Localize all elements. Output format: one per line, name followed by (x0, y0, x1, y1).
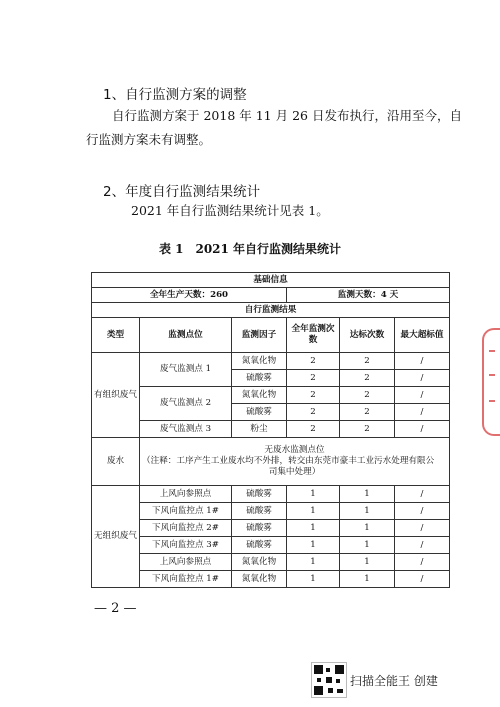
seal-mark (489, 400, 495, 402)
header-compliant: 达标次数 (340, 318, 395, 353)
monitoring-factor: 硫酸雾 (232, 503, 287, 520)
section-2-heading: 2、年度自行监测结果统计 (103, 184, 261, 200)
wastewater-note-line-1: 无废水监测点位 (264, 445, 325, 456)
compliant-count: 2 (340, 353, 395, 370)
monitoring-point: 下风向监控点 3# (140, 537, 232, 554)
table-row (92, 486, 450, 503)
compliant-count: 2 (340, 421, 395, 438)
max-exceed-value: / (395, 554, 450, 571)
monitoring-factor: 硫酸雾 (232, 486, 287, 503)
annual-count: 2 (287, 421, 340, 438)
header-max-exceed: 最大超标值 (395, 318, 450, 353)
compliant-count: 2 (340, 387, 395, 404)
max-exceed-value: / (395, 486, 450, 503)
wastewater-note (140, 438, 450, 486)
table-row (92, 537, 450, 554)
monitoring-point: 废气监测点 3 (140, 421, 232, 438)
seal-mark (489, 350, 495, 352)
annual-count: 2 (287, 370, 340, 387)
table-caption: 表 1 2021 年自行监测结果统计 (158, 242, 342, 256)
table-row (92, 387, 450, 404)
monitoring-factor: 粉尘 (232, 421, 287, 438)
table-header-row (92, 318, 450, 353)
monitoring-factor: 硫酸雾 (232, 370, 287, 387)
section-1-heading: 1、自行监测方案的调整 (103, 87, 247, 103)
annual-count: 2 (287, 387, 340, 404)
monitoring-factor: 氮氧化物 (232, 554, 287, 571)
table-row (92, 353, 450, 370)
organized-type: 有组织废气 (92, 353, 140, 438)
seal-mark (489, 374, 495, 376)
monitoring-factor: 氮氧化物 (232, 387, 287, 404)
table-row (92, 438, 450, 486)
table-row (92, 303, 450, 318)
monitoring-point: 上风向参照点 (140, 554, 232, 571)
annual-count: 1 (287, 503, 340, 520)
max-exceed-value: / (395, 520, 450, 537)
monitoring-factor: 硫酸雾 (232, 520, 287, 537)
annual-count: 1 (287, 571, 340, 588)
annual-count: 1 (287, 537, 340, 554)
table-row (92, 520, 450, 537)
compliant-count: 1 (340, 537, 395, 554)
monitoring-point: 下风向监控点 1# (140, 503, 232, 520)
section-1-paragraph-line-1: 自行监测方案于 2018 年 11 月 26 日发布执行，沿用至今，自 (112, 108, 462, 123)
monitoring-point: 下风向监控点 2# (140, 520, 232, 537)
monitoring-days: 监测天数：4 天 (287, 288, 450, 303)
monitoring-point: 上风向参照点 (140, 486, 232, 503)
section-2-paragraph: 2021 年自行监测结果统计见表 1。 (131, 203, 329, 218)
max-exceed-value: / (395, 537, 450, 554)
compliant-count: 2 (340, 370, 395, 387)
unorganized-type: 无组织废气 (92, 486, 140, 588)
header-count: 全年监测次数 (287, 318, 340, 353)
table-row (92, 503, 450, 520)
wastewater-note-line-3: 司集中处理） (268, 466, 321, 477)
header-type: 类型 (92, 318, 140, 353)
compliant-count: 1 (340, 486, 395, 503)
compliant-count: 1 (340, 503, 395, 520)
max-exceed-value: / (395, 387, 450, 404)
monitoring-point: 废气监测点 2 (140, 387, 232, 421)
monitoring-results-table (91, 272, 450, 588)
annual-count: 1 (287, 554, 340, 571)
header-point: 监测点位 (140, 318, 232, 353)
max-exceed-value: / (395, 421, 450, 438)
monitoring-point: 下风向监控点 1# (140, 571, 232, 588)
monitoring-factor: 氮氧化物 (232, 353, 287, 370)
max-exceed-value: / (395, 353, 450, 370)
seal-stamp (482, 328, 500, 436)
monitoring-factor: 氮氧化物 (232, 571, 287, 588)
table-row (92, 288, 450, 303)
scanner-watermark: 扫描全能王 创建 (350, 674, 438, 688)
max-exceed-value: / (395, 503, 450, 520)
wastewater-type: 废水 (92, 438, 140, 486)
results-title: 自行监测结果 (92, 303, 450, 318)
header-factor: 监测因子 (232, 318, 287, 353)
production-days: 全年生产天数：260 (92, 288, 287, 303)
max-exceed-value: / (395, 404, 450, 421)
compliant-count: 1 (340, 520, 395, 537)
max-exceed-value: / (395, 571, 450, 588)
annual-count: 1 (287, 486, 340, 503)
annual-count: 2 (287, 353, 340, 370)
qr-code-icon (311, 662, 347, 698)
basic-info-title: 基础信息 (92, 273, 450, 288)
monitoring-point: 废气监测点 1 (140, 353, 232, 387)
page-number: — 2 — (94, 601, 137, 616)
compliant-count: 1 (340, 554, 395, 571)
max-exceed-value: / (395, 370, 450, 387)
table-row (92, 421, 450, 438)
compliant-count: 1 (340, 571, 395, 588)
table-row (92, 554, 450, 571)
annual-count: 2 (287, 404, 340, 421)
monitoring-factor: 硫酸雾 (232, 404, 287, 421)
table-row (92, 273, 450, 288)
monitoring-factor: 硫酸雾 (232, 537, 287, 554)
wastewater-note-line-2: （注释：工序产生工业废水均不外排，转交由东莞市豪丰工业污水处理有限公 (142, 456, 435, 467)
table-row (92, 571, 450, 588)
annual-count: 1 (287, 520, 340, 537)
section-1-paragraph-line-2: 行监测方案未有调整。 (86, 132, 212, 147)
compliant-count: 2 (340, 404, 395, 421)
